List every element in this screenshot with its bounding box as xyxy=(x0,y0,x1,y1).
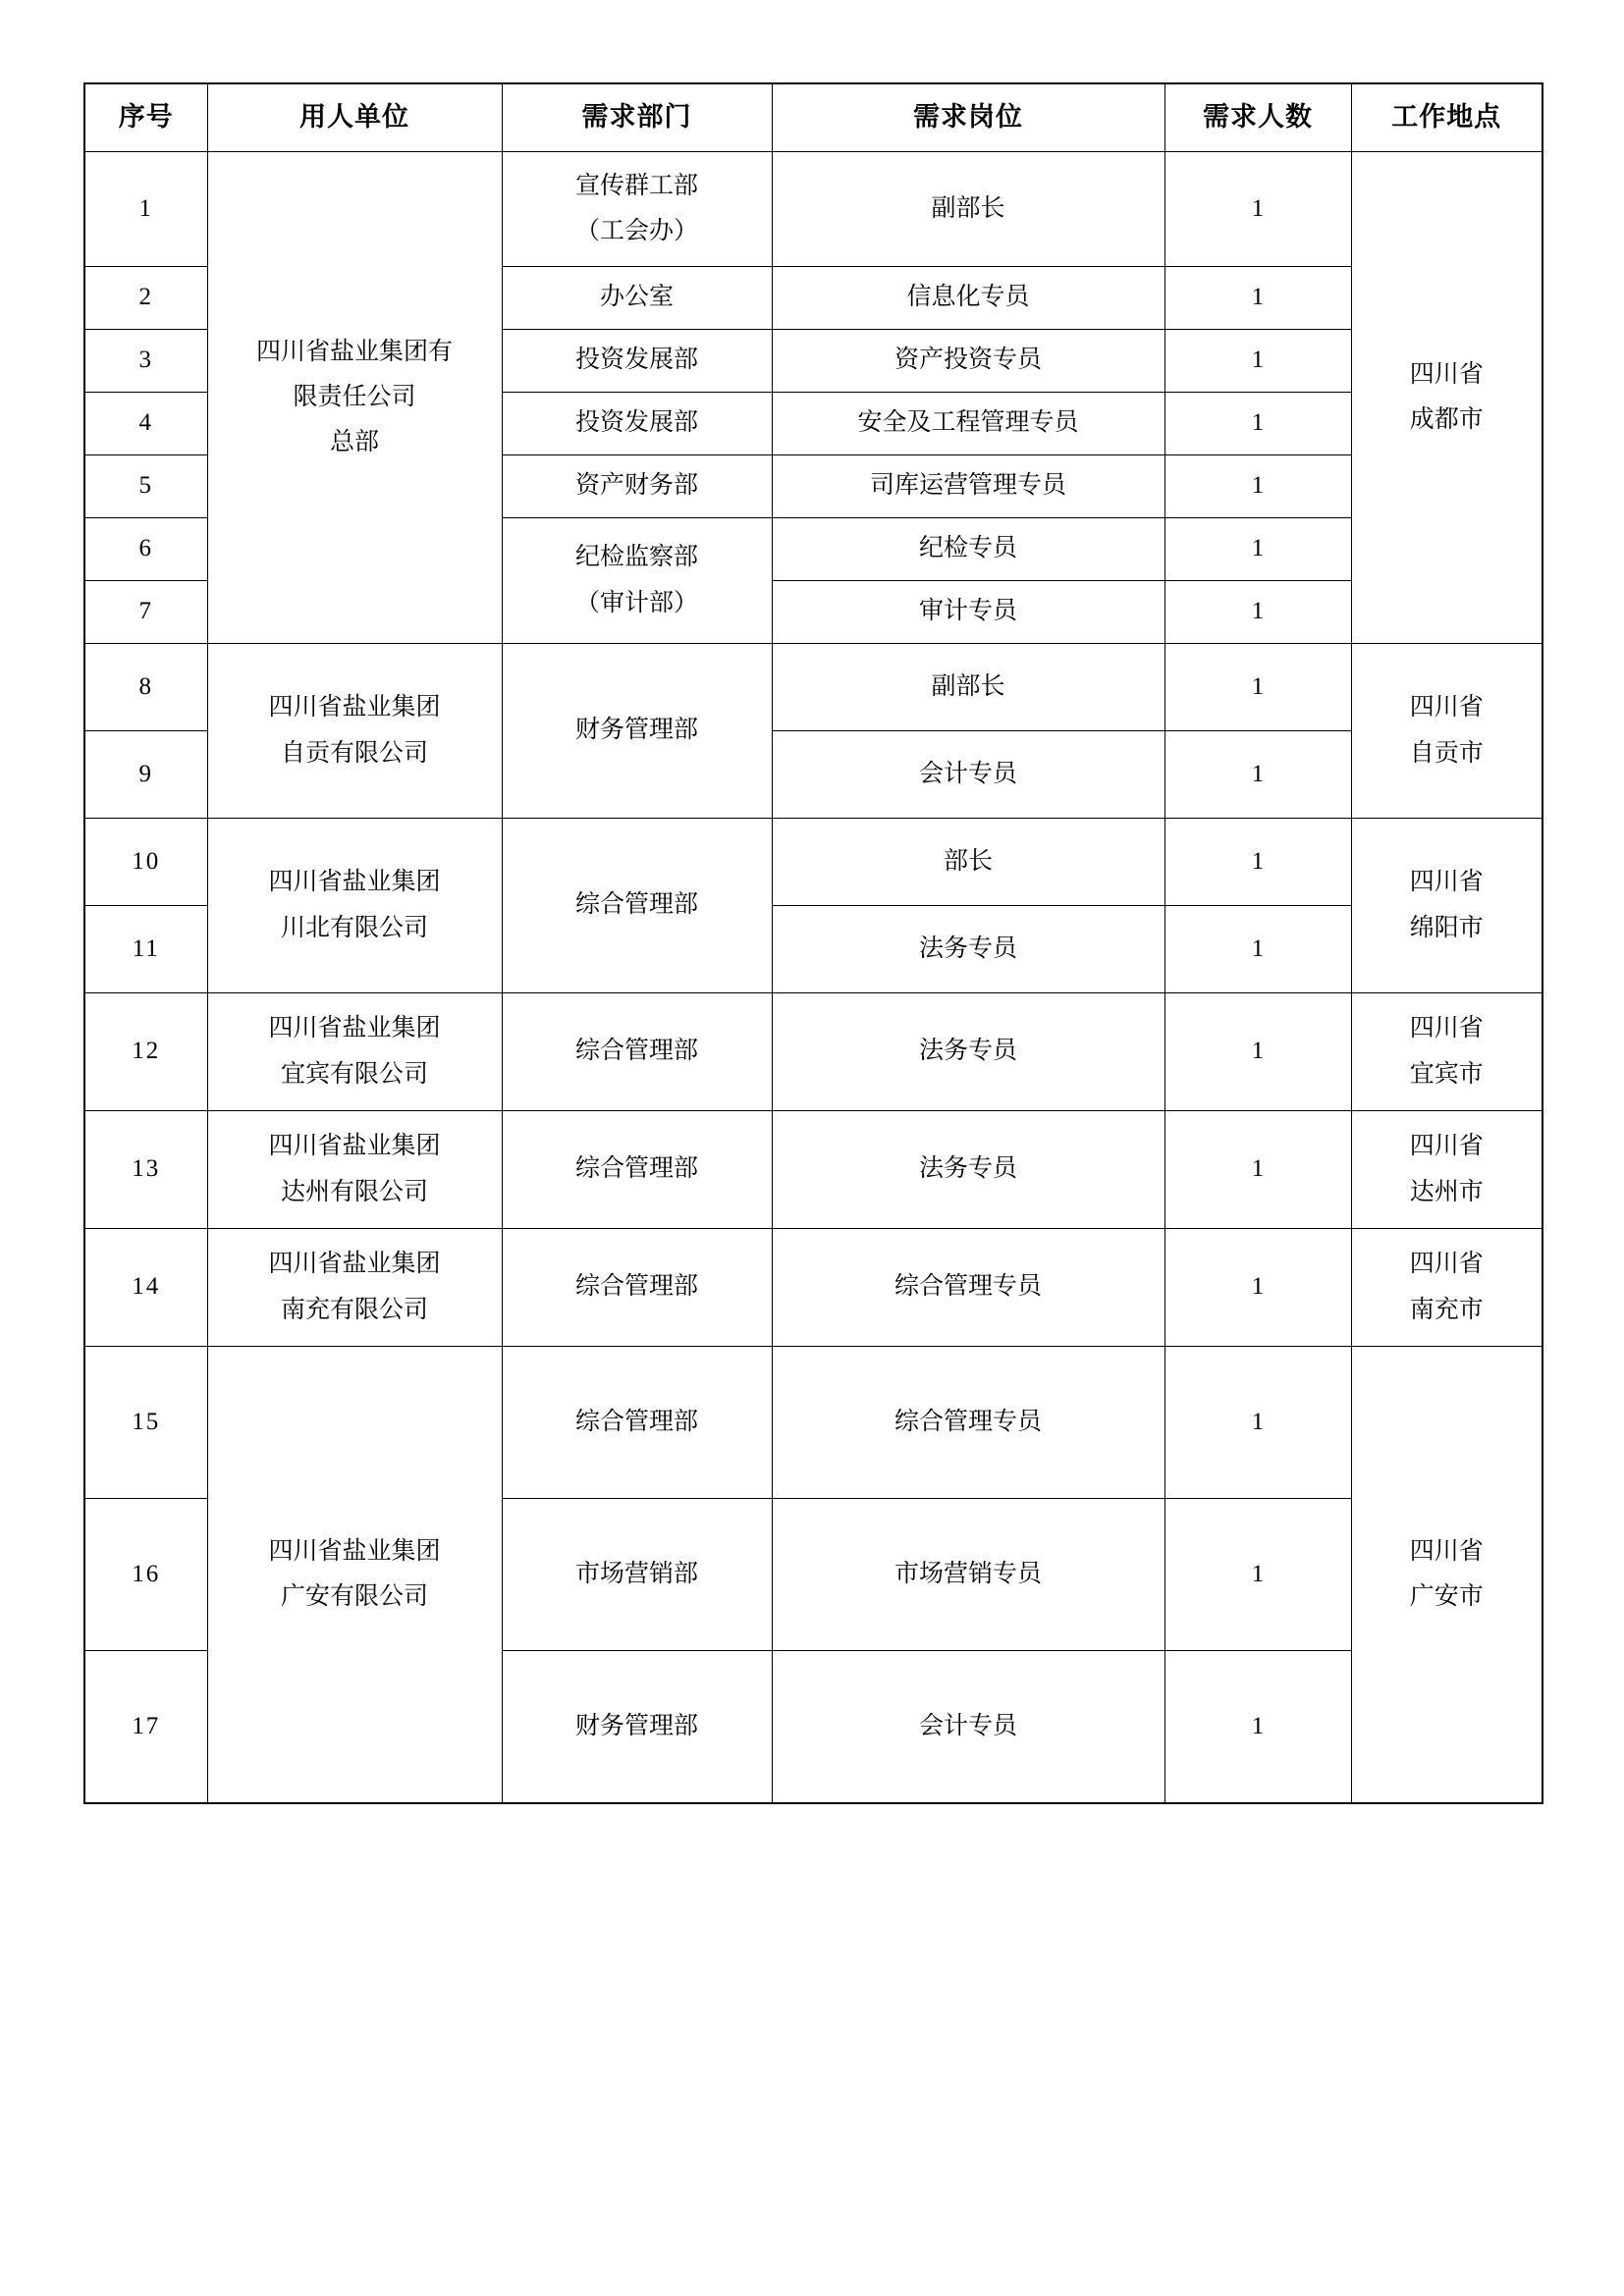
cell-dept xyxy=(502,152,772,267)
cell-dept-discipline xyxy=(502,518,772,644)
cell-seq: 3 xyxy=(84,330,207,393)
dept-line: （审计部） xyxy=(574,589,698,616)
cell-seq: 9 xyxy=(84,731,207,819)
cell-dept: 投资发展部 xyxy=(502,393,772,455)
location-line: 四川省 xyxy=(1409,1251,1484,1278)
cell-post: 副部长 xyxy=(772,152,1164,267)
cell-unit-yibin xyxy=(207,993,502,1111)
table-row xyxy=(84,644,1543,731)
cell-seq: 6 xyxy=(84,518,207,581)
cell-count: 1 xyxy=(1164,330,1351,393)
cell-unit-hq xyxy=(207,152,502,644)
unit-line: 四川省盐业集团 xyxy=(268,869,441,896)
cell-seq: 7 xyxy=(84,581,207,644)
cell-seq: 10 xyxy=(84,819,207,906)
unit-line: 总部 xyxy=(329,429,379,456)
cell-count: 1 xyxy=(1164,518,1351,581)
location-line: 四川省 xyxy=(1409,694,1484,721)
location-line: 宜宾市 xyxy=(1409,1060,1484,1088)
table-row xyxy=(84,1111,1543,1229)
dept-line: （工会办） xyxy=(574,218,698,244)
unit-line: 四川省盐业集团 xyxy=(268,1133,441,1160)
unit-line: 限责任公司 xyxy=(293,383,416,410)
unit-line: 宜宾有限公司 xyxy=(280,1060,428,1088)
cell-count: 1 xyxy=(1164,1651,1351,1804)
cell-post: 综合管理专员 xyxy=(772,1229,1164,1347)
unit-line: 四川省盐业集团 xyxy=(268,1537,441,1565)
unit-line: 四川省盐业集团 xyxy=(268,694,441,721)
cell-post: 信息化专员 xyxy=(772,267,1164,330)
location-line: 广安市 xyxy=(1409,1583,1484,1610)
cell-dept: 综合管理部 xyxy=(502,1347,772,1499)
column-header-dept: 需求部门 xyxy=(502,83,772,152)
cell-count: 1 xyxy=(1164,1111,1351,1229)
cell-unit-nanchong xyxy=(207,1229,502,1347)
table-row xyxy=(84,993,1543,1111)
cell-dept: 综合管理部 xyxy=(502,1229,772,1347)
cell-dept: 资产财务部 xyxy=(502,455,772,518)
cell-unit-dazhou xyxy=(207,1111,502,1229)
cell-seq: 1 xyxy=(84,152,207,267)
cell-seq: 15 xyxy=(84,1347,207,1499)
cell-dept: 投资发展部 xyxy=(502,330,772,393)
location-line: 四川省 xyxy=(1409,869,1484,896)
column-header-seq: 序号 xyxy=(84,83,207,152)
column-header-unit: 用人单位 xyxy=(207,83,502,152)
cell-count: 1 xyxy=(1164,731,1351,819)
cell-post: 市场营销专员 xyxy=(772,1499,1164,1651)
header-row xyxy=(84,83,1543,152)
cell-location-zigong xyxy=(1351,644,1543,819)
cell-count: 1 xyxy=(1164,644,1351,731)
unit-line: 广安有限公司 xyxy=(280,1583,428,1610)
unit-line: 南充有限公司 xyxy=(280,1296,428,1323)
cell-seq: 14 xyxy=(84,1229,207,1347)
cell-count: 1 xyxy=(1164,993,1351,1111)
cell-count: 1 xyxy=(1164,455,1351,518)
column-header-location: 工作地点 xyxy=(1351,83,1543,152)
cell-seq: 4 xyxy=(84,393,207,455)
cell-count: 1 xyxy=(1164,1229,1351,1347)
cell-dept: 市场营销部 xyxy=(502,1499,772,1651)
table-row xyxy=(84,819,1543,906)
unit-line: 四川省盐业集团 xyxy=(268,1015,441,1042)
location-line: 南充市 xyxy=(1409,1296,1484,1323)
cell-location-guangan xyxy=(1351,1347,1543,1804)
cell-location-chengdu xyxy=(1351,152,1543,644)
table-body xyxy=(84,152,1543,1804)
cell-post: 法务专员 xyxy=(772,906,1164,993)
location-line: 绵阳市 xyxy=(1409,914,1484,941)
cell-seq: 17 xyxy=(84,1651,207,1804)
table-row xyxy=(84,152,1543,267)
location-line: 自贡市 xyxy=(1409,739,1484,767)
location-line: 达州市 xyxy=(1409,1178,1484,1205)
cell-post: 部长 xyxy=(772,819,1164,906)
cell-dept: 综合管理部 xyxy=(502,819,772,993)
cell-unit-zigong xyxy=(207,644,502,819)
cell-post: 纪检专员 xyxy=(772,518,1164,581)
cell-post: 安全及工程管理专员 xyxy=(772,393,1164,455)
cell-post: 会计专员 xyxy=(772,731,1164,819)
cell-count: 1 xyxy=(1164,1347,1351,1499)
cell-count: 1 xyxy=(1164,152,1351,267)
cell-count: 1 xyxy=(1164,819,1351,906)
location-line: 四川省 xyxy=(1409,360,1484,388)
dept-line: 纪检监察部 xyxy=(574,544,698,571)
cell-dept: 综合管理部 xyxy=(502,993,772,1111)
cell-seq: 12 xyxy=(84,993,207,1111)
table-row xyxy=(84,1347,1543,1499)
cell-seq: 11 xyxy=(84,906,207,993)
cell-dept: 综合管理部 xyxy=(502,1111,772,1229)
unit-line: 自贡有限公司 xyxy=(280,739,428,767)
cell-location-nanchong xyxy=(1351,1229,1543,1347)
cell-post: 综合管理专员 xyxy=(772,1347,1164,1499)
table-row xyxy=(84,1229,1543,1347)
cell-post: 审计专员 xyxy=(772,581,1164,644)
cell-location-mianyang xyxy=(1351,819,1543,993)
cell-count: 1 xyxy=(1164,581,1351,644)
cell-count: 1 xyxy=(1164,393,1351,455)
unit-line: 四川省盐业集团 xyxy=(268,1251,441,1278)
cell-location-dazhou xyxy=(1351,1111,1543,1229)
location-line: 四川省 xyxy=(1409,1133,1484,1160)
cell-seq: 16 xyxy=(84,1499,207,1651)
unit-line: 达州有限公司 xyxy=(280,1178,428,1205)
recruitment-demand-table xyxy=(83,82,1543,1804)
cell-dept: 办公室 xyxy=(502,267,772,330)
cell-count: 1 xyxy=(1164,1499,1351,1651)
unit-line: 四川省盐业集团有 xyxy=(255,338,453,365)
cell-post: 法务专员 xyxy=(772,1111,1164,1229)
unit-line: 川北有限公司 xyxy=(280,914,428,941)
table-header xyxy=(84,83,1543,152)
cell-seq: 8 xyxy=(84,644,207,731)
cell-unit-chuanbei xyxy=(207,819,502,993)
cell-post: 会计专员 xyxy=(772,1651,1164,1804)
cell-post: 司库运营管理专员 xyxy=(772,455,1164,518)
cell-post: 副部长 xyxy=(772,644,1164,731)
cell-unit-guangan xyxy=(207,1347,502,1804)
cell-seq: 2 xyxy=(84,267,207,330)
column-header-count: 需求人数 xyxy=(1164,83,1351,152)
cell-dept: 财务管理部 xyxy=(502,644,772,819)
cell-post: 法务专员 xyxy=(772,993,1164,1111)
location-line: 四川省 xyxy=(1409,1015,1484,1042)
column-header-post: 需求岗位 xyxy=(772,83,1164,152)
cell-count: 1 xyxy=(1164,906,1351,993)
cell-count: 1 xyxy=(1164,267,1351,330)
cell-seq: 13 xyxy=(84,1111,207,1229)
cell-seq: 5 xyxy=(84,455,207,518)
location-line: 四川省 xyxy=(1409,1537,1484,1565)
location-line: 成都市 xyxy=(1409,406,1484,433)
cell-post: 资产投资专员 xyxy=(772,330,1164,393)
dept-line: 宣传群工部 xyxy=(574,172,698,199)
cell-location-yibin xyxy=(1351,993,1543,1111)
cell-dept: 财务管理部 xyxy=(502,1651,772,1804)
